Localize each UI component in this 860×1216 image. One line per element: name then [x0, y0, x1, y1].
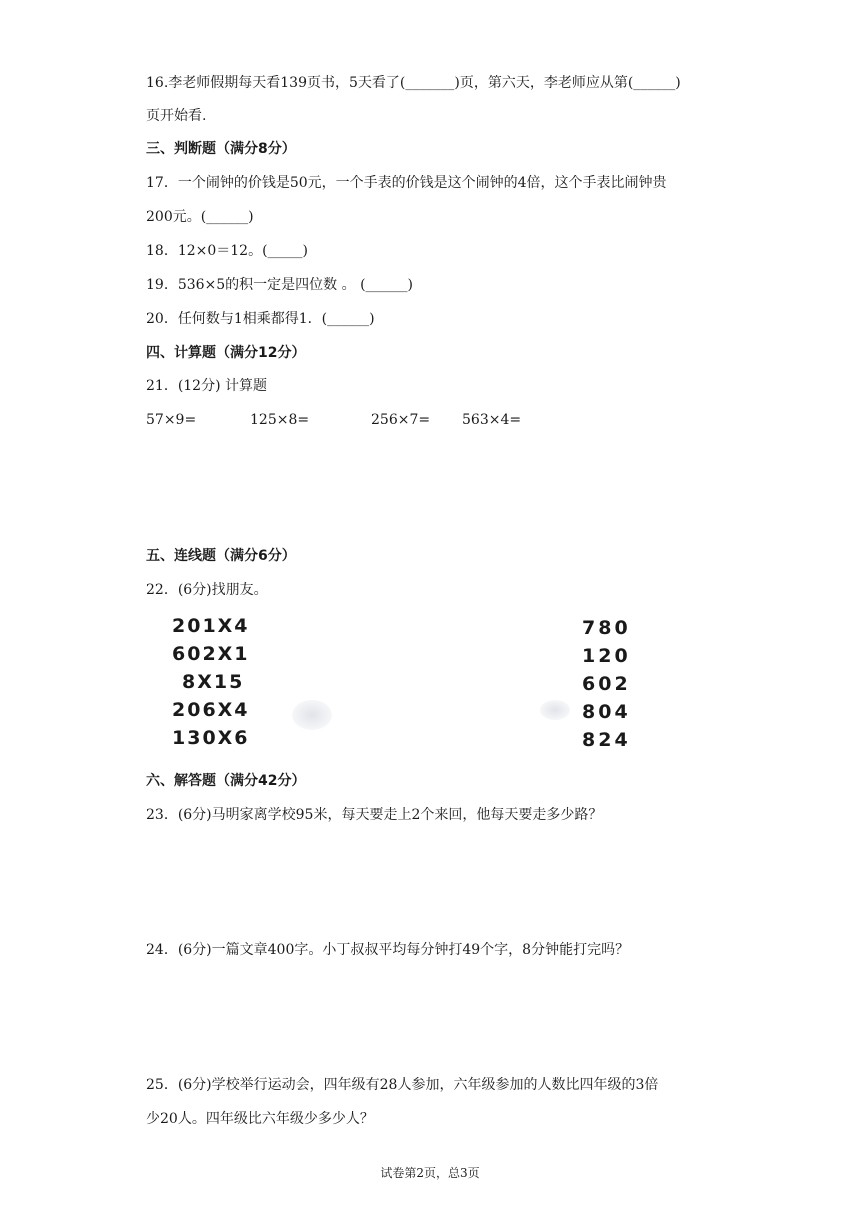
- q22-title: 22．(6分)找朋友。: [146, 582, 268, 598]
- page-footer: 试卷第2页，总3页: [380, 1166, 480, 1180]
- match-left-4: 206X4: [172, 699, 250, 721]
- match-right-4: 804: [582, 701, 631, 723]
- section-6-heading: 六、解答题（满分42分）: [146, 773, 306, 789]
- match-left-3: 8X15: [182, 671, 245, 693]
- q16-line1: 16.李老师假期每天看139页书，5天看了(_______)页，第六天，李老师应从第(______): [146, 75, 681, 91]
- calc-item-4: 563×4=: [462, 412, 522, 428]
- q16-line2: 页开始看.: [146, 108, 207, 124]
- section-5-heading: 五、连线题（满分6分）: [146, 548, 296, 564]
- q23: 23．(6分)马明家离学校95米，每天要走上2个来回，他每天要走多少路？: [146, 807, 603, 823]
- scan-smudge-left: [292, 700, 332, 730]
- q25-line1: 25．(6分)学校举行运动会，四年级有28人参加，六年级参加的人数比四年级的3倍: [146, 1077, 659, 1093]
- match-left-2: 602X1: [172, 643, 250, 665]
- calc-item-2: 125×8=: [250, 412, 310, 428]
- q17-line2: 200元。(______): [146, 209, 254, 225]
- match-left-1: 201X4: [172, 615, 250, 637]
- section-3-heading: 三、判断题（满分8分）: [146, 141, 296, 157]
- match-right-2: 120: [582, 645, 631, 667]
- calc-item-3: 256×7=: [371, 412, 431, 428]
- q24: 24．(6分)一篇文章400字。小丁叔叔平均每分钟打49个字，8分钟能打完吗？: [146, 942, 630, 958]
- match-left-5: 130X6: [172, 727, 250, 749]
- scan-smudge-right: [540, 700, 570, 720]
- q19: 19．536×5的积一定是四位数 。 (______): [146, 277, 413, 293]
- calc-item-1: 57×9=: [146, 412, 197, 428]
- q20: 20．任何数与1相乘都得1．(______): [146, 311, 375, 327]
- q21-title: 21．(12分) 计算题: [146, 378, 268, 394]
- q18: 18．12×0＝12。(_____): [146, 243, 309, 259]
- q25-line2: 少20人。四年级比六年级少多少人？: [146, 1111, 374, 1127]
- match-right-1: 780: [582, 617, 631, 639]
- section-4-heading: 四、计算题（满分12分）: [146, 345, 306, 361]
- match-right-5: 824: [582, 729, 631, 751]
- match-right-3: 602: [582, 673, 631, 695]
- q17-line1: 17．一个闹钟的价钱是50元，一个手表的价钱是这个闹钟的4倍，这个手表比闹钟贵: [146, 175, 667, 191]
